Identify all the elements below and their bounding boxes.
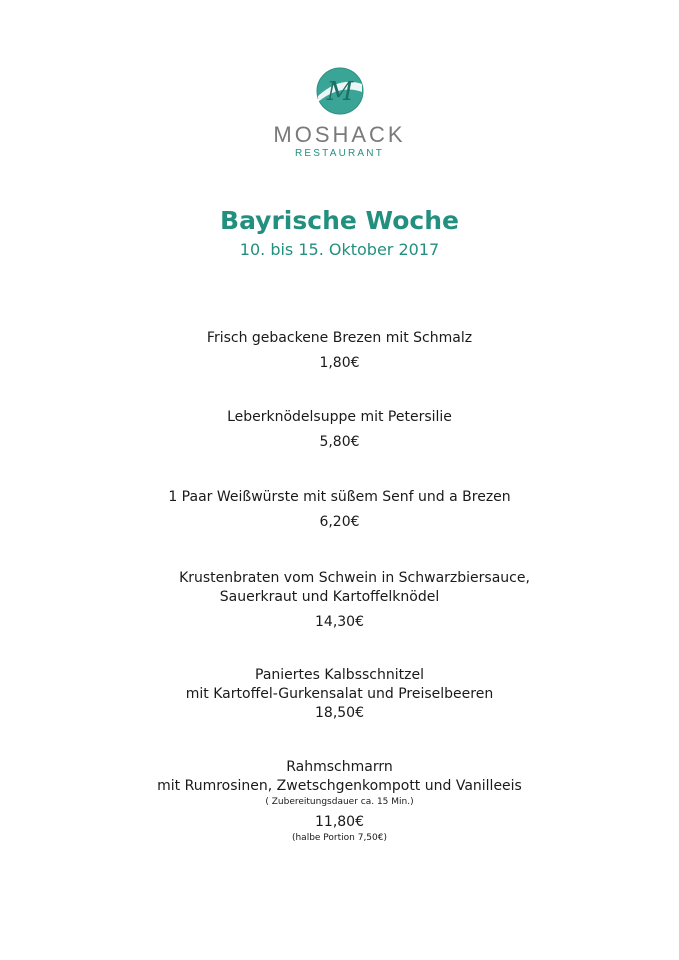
menu-item-name: Krustenbraten vom Schwein in Schwarzbiersauce,: [179, 570, 530, 586]
brand-subtitle: RESTAURANT: [294, 148, 385, 159]
logo-monogram-letter: M: [326, 77, 353, 107]
menu-item: [0, 408, 679, 452]
menu-item-name-line2: mit Kartoffel-Gurkensalat und Preiselbeeren: [185, 686, 494, 702]
menu-item-price: 14,30€: [315, 614, 364, 630]
menu-item: [0, 666, 679, 723]
restaurant-logo: [0, 66, 679, 159]
menu-title: Bayrische Woche: [220, 206, 459, 235]
menu-item-price: 11,80€: [315, 814, 364, 830]
logo-monogram-icon: [315, 66, 365, 116]
menu-item-name: 1 Paar Weißwürste mit süßem Senf und a Brezen: [168, 489, 511, 505]
menu-item-name: Paniertes Kalbsschnitzel: [255, 667, 424, 683]
menu-item-price: 5,80€: [319, 434, 360, 450]
menu-item: [0, 569, 679, 632]
menu-item-name: Frisch gebackene Brezen mit Schmalz: [206, 330, 473, 346]
menu-item-name-line2: mit Rumrosinen, Zwetschgenkompott und Vanilleeis: [157, 778, 522, 794]
menu-item-name: Leberknödelsuppe mit Petersilie: [227, 409, 452, 425]
menu-item-prep-note: ( Zubereitungsdauer ca. 15 Min.): [265, 797, 414, 807]
menu-item: [0, 758, 679, 845]
brand-name: MOSHACK: [273, 122, 406, 147]
menu-dates: 10. bis 15. Oktober 2017: [239, 240, 440, 259]
menu-item-price: 6,20€: [319, 514, 360, 530]
menu-item: [0, 329, 679, 373]
menu-item-half-portion: (halbe Portion 7,50€): [291, 833, 388, 843]
menu-item-price: 18,50€: [315, 705, 364, 721]
menu-item-name-line2: Sauerkraut und Kartoffelknödel: [219, 589, 440, 605]
menu-item: [0, 488, 679, 532]
menu-item-name: Rahmschmarrn: [286, 759, 393, 775]
menu-item-price: 1,80€: [319, 355, 360, 371]
